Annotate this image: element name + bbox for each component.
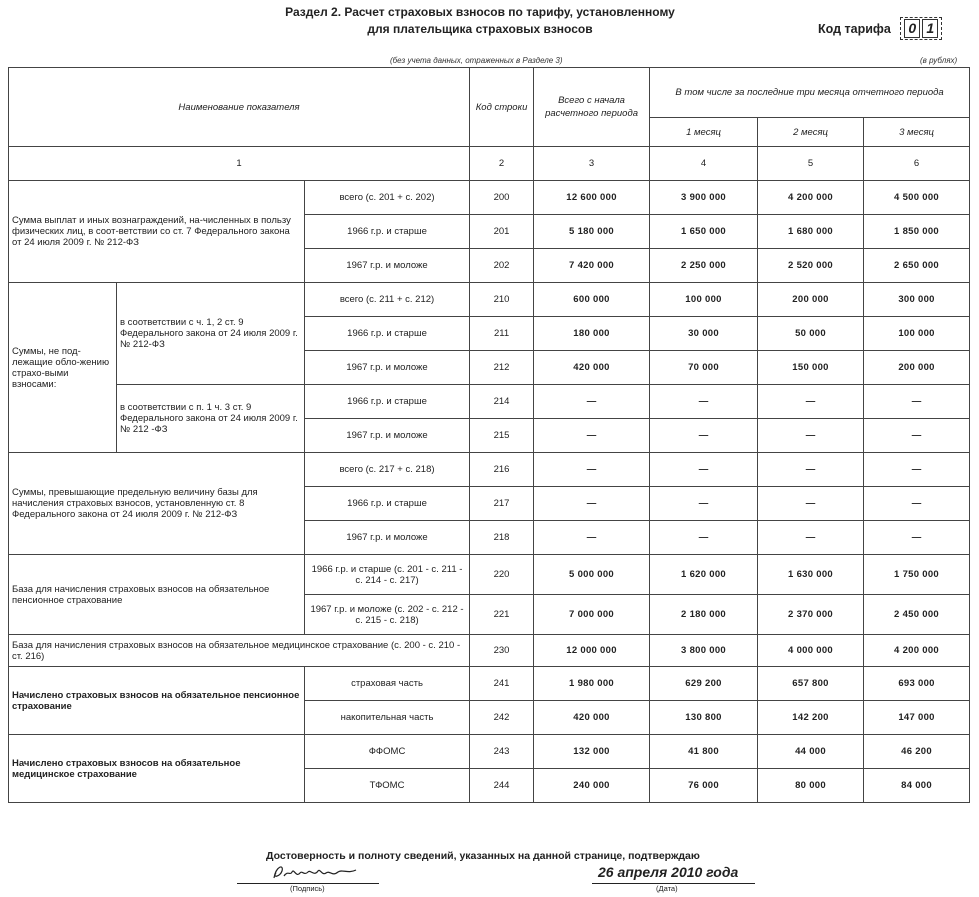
table-row bbox=[9, 283, 970, 317]
value-total: 180 000 bbox=[534, 317, 650, 351]
value-total: 12 600 000 bbox=[534, 181, 650, 215]
value-m1: 629 200 bbox=[650, 667, 758, 701]
section-title-line1: Раздел 2. Расчет страховых взносов по тарифу, установленному bbox=[285, 5, 675, 19]
row-code: 210 bbox=[470, 283, 534, 317]
row-sublabel: страховая часть bbox=[305, 667, 470, 701]
value-m3: — bbox=[864, 385, 970, 419]
value-m3: — bbox=[864, 487, 970, 521]
row-sublabel: ТФОМС bbox=[305, 769, 470, 803]
row-code: 211 bbox=[470, 317, 534, 351]
date-value: 26 апреля 2010 года bbox=[598, 864, 739, 880]
value-total: — bbox=[534, 487, 650, 521]
value-m3: — bbox=[864, 419, 970, 453]
value-m1: 41 800 bbox=[650, 735, 758, 769]
row-code: 220 bbox=[470, 555, 534, 595]
value-m2: 657 800 bbox=[758, 667, 864, 701]
col-number-6: 6 bbox=[864, 147, 970, 181]
row-sublabel: 1966 г.р. и старше bbox=[305, 385, 470, 419]
group-label-220: База для начисления страховых взносов на обязательное пенсионное страхование bbox=[9, 555, 305, 635]
contributions-table bbox=[8, 67, 970, 803]
group-label-214a: в соответствии с п. 1 ч. 3 ст. 9 Федерального закона от 24 июля 2009 г. № 212 -ФЗ bbox=[117, 385, 305, 453]
value-m3: 4 500 000 bbox=[864, 181, 970, 215]
row-code: 221 bbox=[470, 595, 534, 635]
value-m1: 1 650 000 bbox=[650, 215, 758, 249]
signature-icon bbox=[270, 862, 360, 884]
row-code: 202 bbox=[470, 249, 534, 283]
value-total: 1 980 000 bbox=[534, 667, 650, 701]
col-number-2: 2 bbox=[470, 147, 534, 181]
signature-label: (Подпись) bbox=[290, 884, 325, 893]
value-m3: — bbox=[864, 521, 970, 555]
value-total: 7 000 000 bbox=[534, 595, 650, 635]
value-m2: 80 000 bbox=[758, 769, 864, 803]
value-m1: 100 000 bbox=[650, 283, 758, 317]
table-row bbox=[9, 453, 970, 487]
table-row bbox=[9, 667, 970, 701]
value-m2: — bbox=[758, 453, 864, 487]
value-m1: 70 000 bbox=[650, 351, 758, 385]
row-sublabel: 1967 г.р. и моложе bbox=[305, 351, 470, 385]
table-row bbox=[9, 385, 970, 419]
col-number-4: 4 bbox=[650, 147, 758, 181]
value-m2: 1 630 000 bbox=[758, 555, 864, 595]
group-label-210a: в соответствии с ч. 1, 2 ст. 9 Федерального закона от 24 июля 2009 г. № 212-ФЗ bbox=[117, 283, 305, 385]
value-total: — bbox=[534, 521, 650, 555]
row-code: 230 bbox=[470, 635, 534, 667]
row-sublabel: 1966 г.р. и старше bbox=[305, 487, 470, 521]
row-sublabel: накопительная часть bbox=[305, 701, 470, 735]
value-m1: 30 000 bbox=[650, 317, 758, 351]
value-m1: 3 900 000 bbox=[650, 181, 758, 215]
value-m2: — bbox=[758, 385, 864, 419]
col-header-total: Всего с начала расчетного периода bbox=[534, 68, 650, 147]
table-row bbox=[9, 181, 970, 215]
tariff-boxes bbox=[900, 17, 942, 40]
value-total: 420 000 bbox=[534, 351, 650, 385]
value-m2: — bbox=[758, 419, 864, 453]
value-m3: 1 750 000 bbox=[864, 555, 970, 595]
value-m1: 2 250 000 bbox=[650, 249, 758, 283]
group-label-200: Сумма выплат и иных вознаграждений, на-численных в пользу физических лиц, в соот-ветствии со ст. 7 Федерального закона от 24 июля 2009 г. № 212-ФЗ bbox=[9, 181, 305, 283]
value-m1: — bbox=[650, 453, 758, 487]
row-sublabel: ФФОМС bbox=[305, 735, 470, 769]
row-sublabel: всего (с. 201 + с. 202) bbox=[305, 181, 470, 215]
row-sublabel: всего (с. 217 + с. 218) bbox=[305, 453, 470, 487]
value-m2: 50 000 bbox=[758, 317, 864, 351]
value-total: — bbox=[534, 453, 650, 487]
tariff-label: Код тарифа bbox=[818, 21, 891, 36]
row-sublabel: 1966 г.р. и старше bbox=[305, 215, 470, 249]
table-row bbox=[9, 735, 970, 769]
value-total: 7 420 000 bbox=[534, 249, 650, 283]
col-header-code: Код строки bbox=[470, 68, 534, 147]
value-m2: — bbox=[758, 487, 864, 521]
value-m2: 1 680 000 bbox=[758, 215, 864, 249]
value-m2: 200 000 bbox=[758, 283, 864, 317]
value-m3: 100 000 bbox=[864, 317, 970, 351]
group-label-241: Начислено страховых взносов на обязательное пенсионное страхование bbox=[9, 667, 305, 735]
row-sublabel: всего (с. 211 + с. 212) bbox=[305, 283, 470, 317]
value-m2: — bbox=[758, 521, 864, 555]
table-row bbox=[9, 635, 970, 667]
col-header-m1: 1 месяц bbox=[650, 118, 758, 147]
col-header-last3: В том числе за последние три месяца отчетного периода bbox=[650, 68, 970, 118]
value-m3: 4 200 000 bbox=[864, 635, 970, 667]
confirmation-text: Достоверность и полноту сведений, указанных на данной странице, подтверждаю bbox=[266, 850, 700, 862]
value-total: 12 000 000 bbox=[534, 635, 650, 667]
value-m2: 2 520 000 bbox=[758, 249, 864, 283]
col-number-3: 3 bbox=[534, 147, 650, 181]
value-m3: 2 450 000 bbox=[864, 595, 970, 635]
row-sublabel: 1967 г.р. и моложе bbox=[305, 419, 470, 453]
row-code: 212 bbox=[470, 351, 534, 385]
row-code: 217 bbox=[470, 487, 534, 521]
col-header-m2: 2 месяц bbox=[758, 118, 864, 147]
row-code: 201 bbox=[470, 215, 534, 249]
row-code: 241 bbox=[470, 667, 534, 701]
value-m2: 142 200 bbox=[758, 701, 864, 735]
group-label-243: Начислено страховых взносов на обязательное медицинское страхование bbox=[9, 735, 305, 803]
row-sublabel: 1967 г.р. и моложе (с. 202 - с. 212 - с. 215 - с. 218) bbox=[305, 595, 470, 635]
value-m3: 693 000 bbox=[864, 667, 970, 701]
value-m3: 147 000 bbox=[864, 701, 970, 735]
value-total: 132 000 bbox=[534, 735, 650, 769]
value-m1: — bbox=[650, 487, 758, 521]
value-m1: 1 620 000 bbox=[650, 555, 758, 595]
value-m2: 44 000 bbox=[758, 735, 864, 769]
col-number-1: 1 bbox=[9, 147, 470, 181]
value-m3: 2 650 000 bbox=[864, 249, 970, 283]
section-title-line2: для плательщика страховых взносов bbox=[367, 22, 593, 36]
value-m3: 1 850 000 bbox=[864, 215, 970, 249]
row-code: 244 bbox=[470, 769, 534, 803]
row-code: 243 bbox=[470, 735, 534, 769]
value-m2: 2 370 000 bbox=[758, 595, 864, 635]
row-code: 215 bbox=[470, 419, 534, 453]
value-total: 5 180 000 bbox=[534, 215, 650, 249]
section-title bbox=[250, 4, 710, 38]
value-m3: 300 000 bbox=[864, 283, 970, 317]
value-m3: — bbox=[864, 453, 970, 487]
row-code: 218 bbox=[470, 521, 534, 555]
group-label-230: База для начисления страховых взносов на обязательное медицинское страхование (с. 200 - с. 210 - ст. 216) bbox=[9, 635, 470, 667]
value-total: 600 000 bbox=[534, 283, 650, 317]
value-total: — bbox=[534, 385, 650, 419]
value-m1: — bbox=[650, 521, 758, 555]
value-total: 240 000 bbox=[534, 769, 650, 803]
group-label-210: Суммы, не под-лежащие обло-жению страхо-выми взносами: bbox=[9, 283, 117, 453]
value-m1: — bbox=[650, 419, 758, 453]
table-row bbox=[9, 555, 970, 595]
value-m3: 200 000 bbox=[864, 351, 970, 385]
row-sublabel: 1966 г.р. и старше (с. 201 - с. 211 - с. 214 - с. 217) bbox=[305, 555, 470, 595]
value-m1: 2 180 000 bbox=[650, 595, 758, 635]
group-label-216: Суммы, превышающие предельную величину базы для начисления страховых взносов, установленную ст. 8 Федерального закона от 24 июля 2009 г. № 212-ФЗ bbox=[9, 453, 305, 555]
note-excluding: (без учета данных, отраженных в Разделе 3) bbox=[390, 56, 563, 65]
row-code: 214 bbox=[470, 385, 534, 419]
col-header-m3: 3 месяц bbox=[864, 118, 970, 147]
value-m3: 84 000 bbox=[864, 769, 970, 803]
value-m1: 3 800 000 bbox=[650, 635, 758, 667]
tariff-digit-1: 0 bbox=[904, 19, 920, 38]
value-m3: 46 200 bbox=[864, 735, 970, 769]
row-code: 200 bbox=[470, 181, 534, 215]
tariff-code bbox=[818, 17, 942, 40]
note-currency: (в рублях) bbox=[920, 56, 958, 65]
date-label: (Дата) bbox=[656, 884, 678, 893]
col-number-5: 5 bbox=[758, 147, 864, 181]
col-header-name: Наименование показателя bbox=[9, 68, 470, 147]
value-total: 420 000 bbox=[534, 701, 650, 735]
row-sublabel: 1967 г.р. и моложе bbox=[305, 521, 470, 555]
tariff-digit-2: 1 bbox=[922, 19, 938, 38]
value-m2: 4 000 000 bbox=[758, 635, 864, 667]
value-total: 5 000 000 bbox=[534, 555, 650, 595]
value-m1: 76 000 bbox=[650, 769, 758, 803]
value-total: — bbox=[534, 419, 650, 453]
value-m2: 4 200 000 bbox=[758, 181, 864, 215]
row-code: 216 bbox=[470, 453, 534, 487]
row-sublabel: 1967 г.р. и моложе bbox=[305, 249, 470, 283]
value-m2: 150 000 bbox=[758, 351, 864, 385]
row-code: 242 bbox=[470, 701, 534, 735]
value-m1: 130 800 bbox=[650, 701, 758, 735]
value-m1: — bbox=[650, 385, 758, 419]
row-sublabel: 1966 г.р. и старше bbox=[305, 317, 470, 351]
